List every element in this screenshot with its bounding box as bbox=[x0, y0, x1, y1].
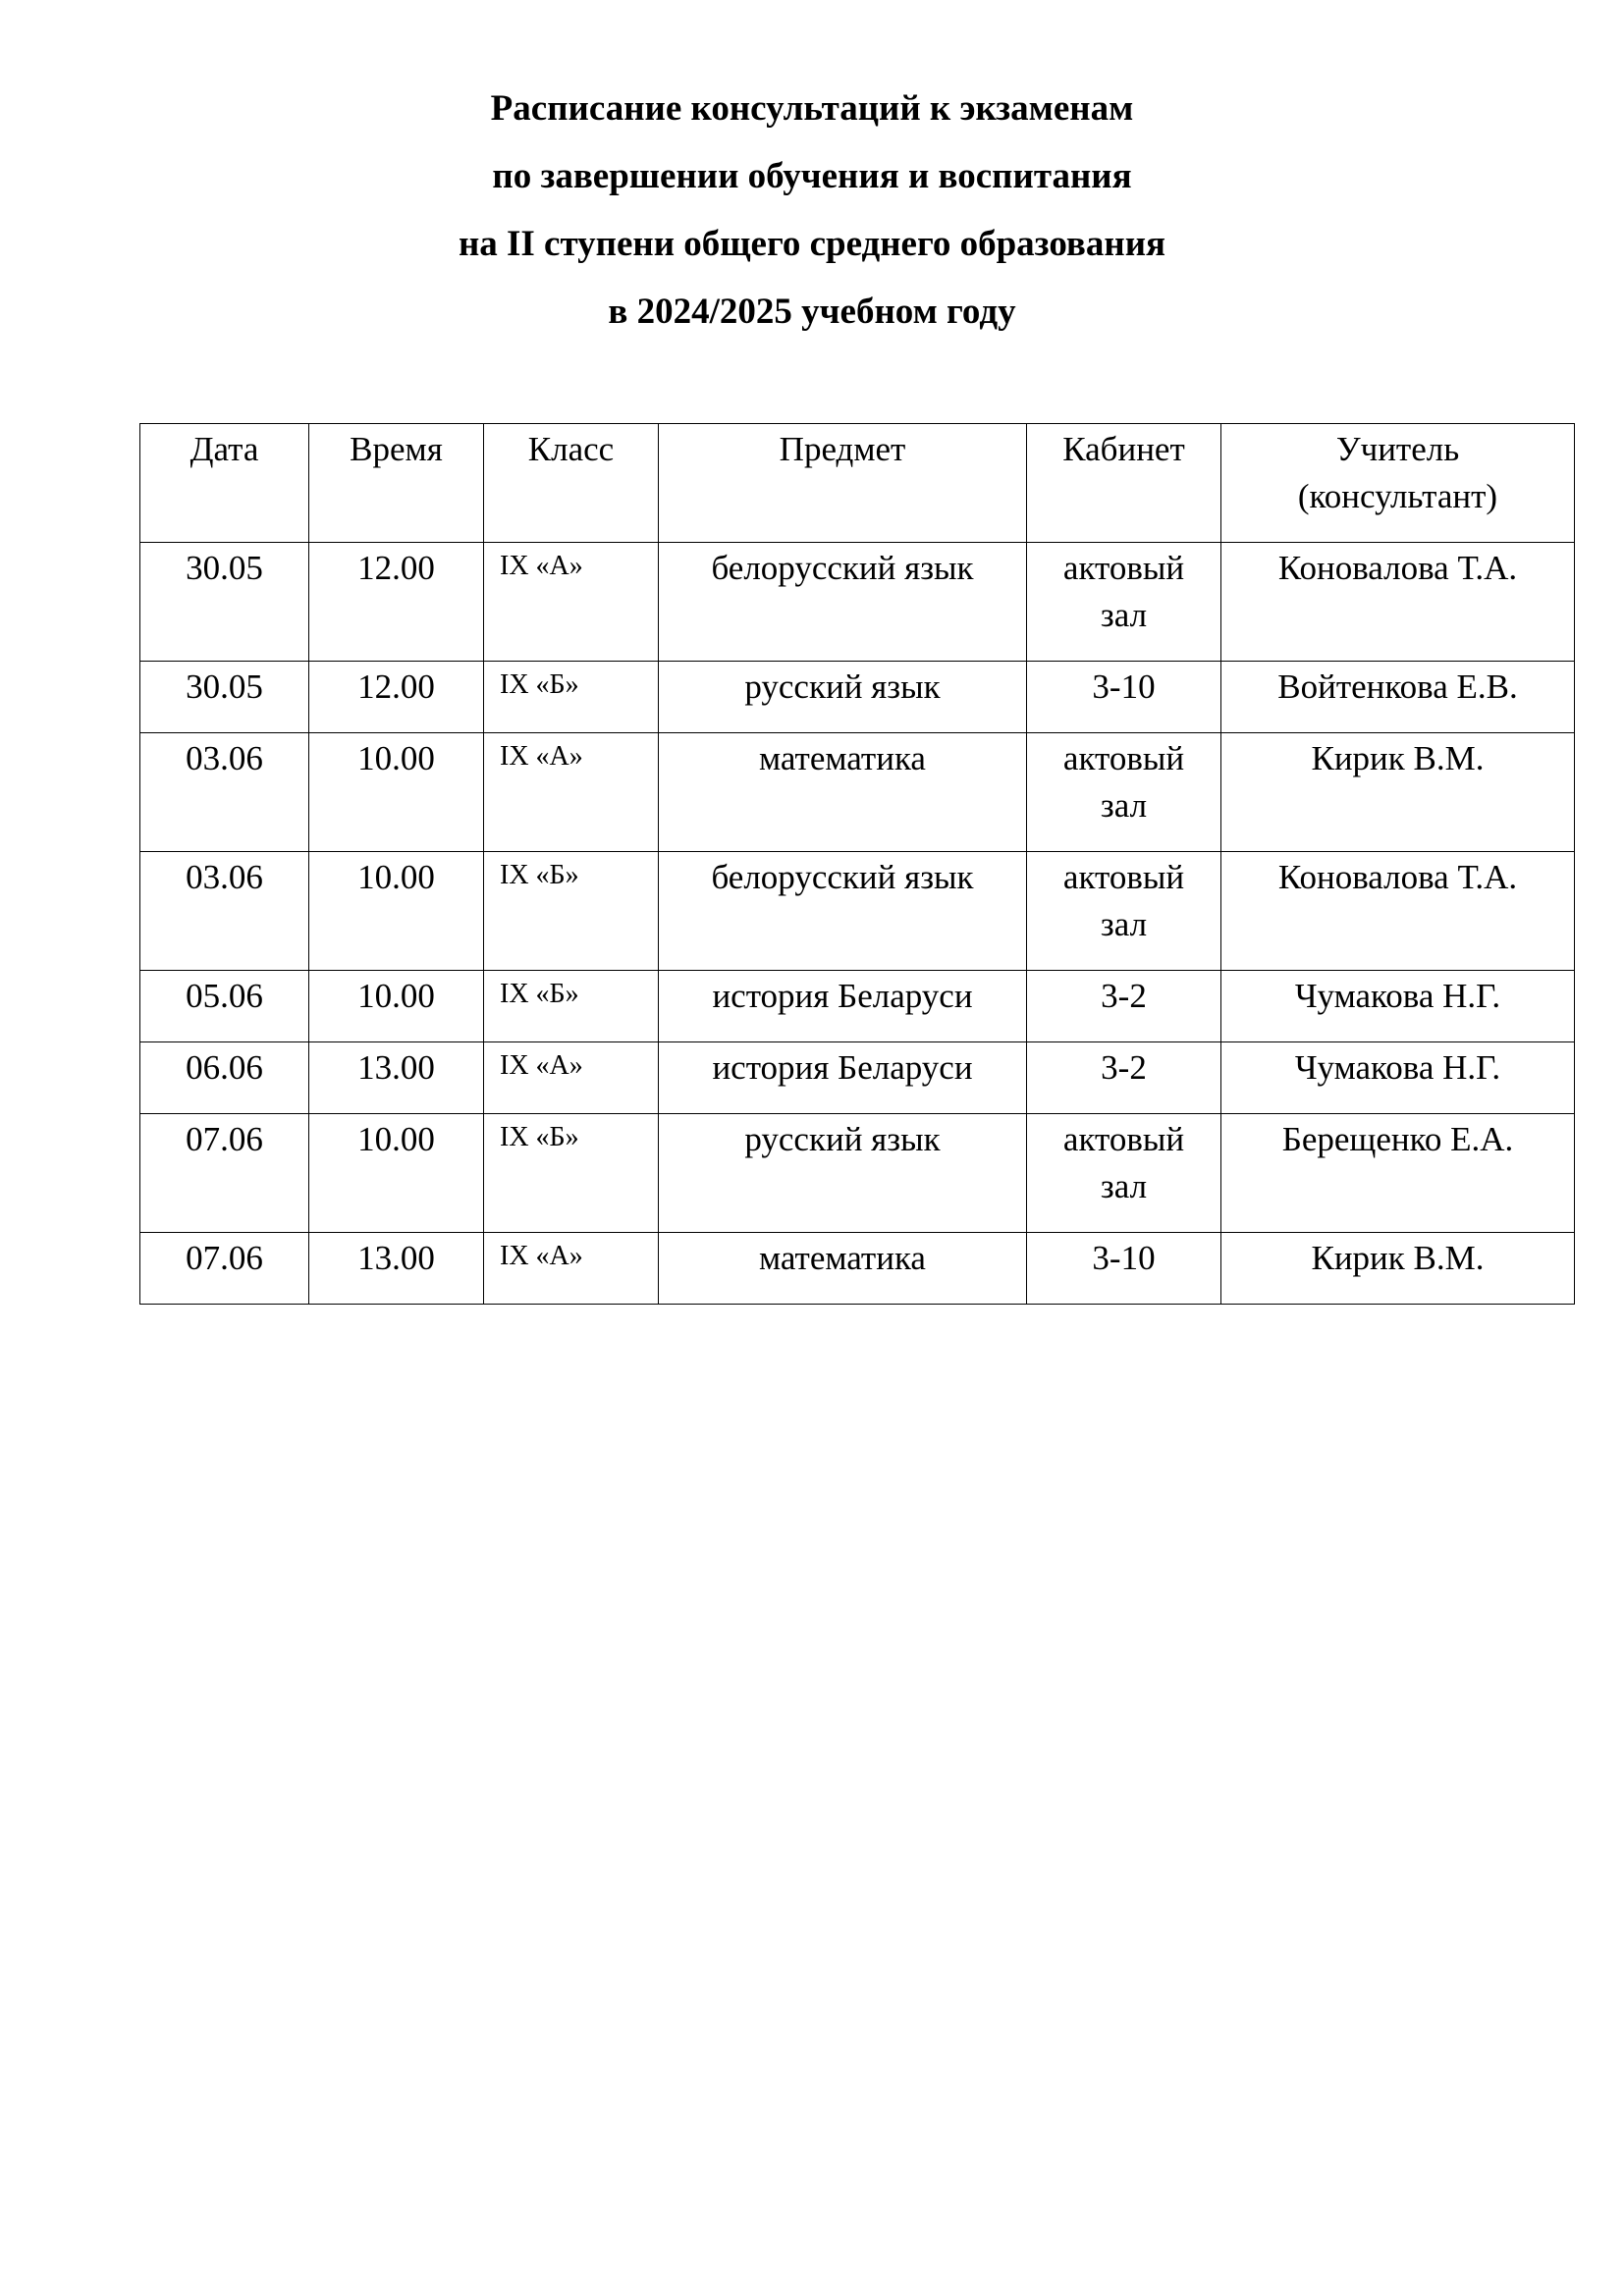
class-text: IX «Б» bbox=[500, 979, 579, 1009]
date-text: 03.06 bbox=[186, 858, 263, 896]
title-line-3: на II ступени общего среднего образования bbox=[458, 224, 1166, 264]
cell-room bbox=[1027, 1233, 1221, 1305]
consultation-schedule-table bbox=[139, 423, 1575, 1305]
cell-subject bbox=[659, 1233, 1027, 1305]
cell-time bbox=[309, 1042, 484, 1114]
subject-text: русский язык bbox=[744, 667, 941, 706]
header-room-label: Кабинет bbox=[1062, 430, 1185, 468]
class-text: IX «А» bbox=[500, 1050, 583, 1081]
class-text: IX «Б» bbox=[500, 669, 579, 700]
subject-text: история Беларуси bbox=[712, 977, 973, 1015]
teacher-text: Чумакова Н.Г. bbox=[1294, 1048, 1501, 1087]
cell-time bbox=[309, 543, 484, 662]
date-text: 07.06 bbox=[186, 1239, 263, 1277]
room-text-line2: зал bbox=[1100, 905, 1148, 943]
title-line-4: в 2024/2025 учебном году bbox=[608, 292, 1016, 332]
class-text: IX «А» bbox=[500, 741, 583, 772]
date-text: 07.06 bbox=[186, 1120, 263, 1158]
cell-class bbox=[484, 543, 659, 662]
room-text: 3-2 bbox=[1101, 1048, 1147, 1087]
class-text: IX «А» bbox=[500, 1241, 583, 1271]
header-time-label: Время bbox=[350, 430, 443, 468]
cell-class bbox=[484, 733, 659, 852]
cell-class bbox=[484, 971, 659, 1042]
header-class bbox=[484, 424, 659, 543]
cell-room bbox=[1027, 543, 1221, 662]
cell-teacher bbox=[1221, 852, 1575, 971]
time-text: 12.00 bbox=[357, 667, 435, 706]
subject-text: белорусский язык bbox=[711, 549, 974, 587]
time-text: 10.00 bbox=[357, 1120, 435, 1158]
title-line-1: Расписание консультаций к экзаменам bbox=[490, 88, 1134, 129]
cell-class bbox=[484, 852, 659, 971]
cell-date bbox=[140, 662, 309, 733]
time-text: 10.00 bbox=[357, 739, 435, 777]
date-text: 03.06 bbox=[186, 739, 263, 777]
cell-class bbox=[484, 1042, 659, 1114]
header-subject-label: Предмет bbox=[779, 430, 906, 468]
cell-teacher bbox=[1221, 1114, 1575, 1233]
class-text: IX «Б» bbox=[500, 1122, 579, 1152]
cell-class bbox=[484, 1233, 659, 1305]
teacher-text: Кирик В.М. bbox=[1311, 1239, 1485, 1277]
time-text: 10.00 bbox=[357, 977, 435, 1015]
subject-text: русский язык bbox=[744, 1120, 941, 1158]
cell-room bbox=[1027, 1042, 1221, 1114]
cell-date bbox=[140, 543, 309, 662]
subject-text: математика bbox=[759, 739, 926, 777]
class-text: IX «Б» bbox=[500, 860, 579, 890]
header-class-label: Класс bbox=[527, 430, 615, 468]
cell-subject bbox=[659, 852, 1027, 971]
cell-subject bbox=[659, 1042, 1027, 1114]
table-row bbox=[140, 662, 1575, 733]
table-row bbox=[140, 852, 1575, 971]
teacher-text: Кирик В.М. bbox=[1311, 739, 1485, 777]
table-row bbox=[140, 543, 1575, 662]
cell-time bbox=[309, 733, 484, 852]
cell-teacher bbox=[1221, 971, 1575, 1042]
teacher-text: Войтенкова Е.В. bbox=[1277, 667, 1518, 706]
cell-room bbox=[1027, 733, 1221, 852]
header-teacher-label: Учитель bbox=[1335, 430, 1460, 468]
cell-teacher bbox=[1221, 733, 1575, 852]
cell-time bbox=[309, 1233, 484, 1305]
cell-room bbox=[1027, 971, 1221, 1042]
cell-subject bbox=[659, 1114, 1027, 1233]
header-teacher-sublabel: (консультант) bbox=[1297, 477, 1498, 515]
time-text: 13.00 bbox=[357, 1239, 435, 1277]
room-text: 3-10 bbox=[1092, 1239, 1156, 1277]
teacher-text: Коновалова Т.А. bbox=[1277, 549, 1518, 587]
subject-text: белорусский язык bbox=[711, 858, 974, 896]
date-text: 30.05 bbox=[186, 549, 263, 587]
cell-date bbox=[140, 1233, 309, 1305]
time-text: 10.00 bbox=[357, 858, 435, 896]
cell-class bbox=[484, 662, 659, 733]
table-row bbox=[140, 971, 1575, 1042]
room-text: 3-10 bbox=[1092, 667, 1156, 706]
cell-date bbox=[140, 1114, 309, 1233]
room-text: актовый bbox=[1062, 549, 1185, 587]
teacher-text: Коновалова Т.А. bbox=[1277, 858, 1518, 896]
cell-time bbox=[309, 971, 484, 1042]
date-text: 05.06 bbox=[186, 977, 263, 1015]
title-line-2: по завершении обучения и воспитания bbox=[492, 156, 1132, 196]
cell-room bbox=[1027, 1114, 1221, 1233]
cell-date bbox=[140, 1042, 309, 1114]
cell-subject bbox=[659, 543, 1027, 662]
cell-subject bbox=[659, 733, 1027, 852]
room-text-line2: зал bbox=[1100, 596, 1148, 634]
cell-teacher bbox=[1221, 1042, 1575, 1114]
header-date-label: Дата bbox=[189, 430, 259, 468]
cell-date bbox=[140, 971, 309, 1042]
room-text-line2: зал bbox=[1100, 786, 1148, 825]
document-title bbox=[0, 75, 1624, 346]
table-header-row bbox=[140, 424, 1575, 543]
cell-date bbox=[140, 733, 309, 852]
header-teacher bbox=[1221, 424, 1575, 543]
cell-time bbox=[309, 662, 484, 733]
cell-class bbox=[484, 1114, 659, 1233]
cell-teacher bbox=[1221, 1233, 1575, 1305]
table-row bbox=[140, 1114, 1575, 1233]
header-room bbox=[1027, 424, 1221, 543]
room-text: актовый bbox=[1062, 739, 1185, 777]
cell-time bbox=[309, 1114, 484, 1233]
table-row bbox=[140, 1042, 1575, 1114]
subject-text: математика bbox=[759, 1239, 926, 1277]
class-text: IX «А» bbox=[500, 551, 583, 581]
cell-teacher bbox=[1221, 662, 1575, 733]
room-text-line2: зал bbox=[1100, 1167, 1148, 1205]
date-text: 30.05 bbox=[186, 667, 263, 706]
table-row bbox=[140, 733, 1575, 852]
time-text: 12.00 bbox=[357, 549, 435, 587]
cell-room bbox=[1027, 852, 1221, 971]
table-row bbox=[140, 1233, 1575, 1305]
cell-teacher bbox=[1221, 543, 1575, 662]
room-text: актовый bbox=[1062, 1120, 1185, 1158]
cell-subject bbox=[659, 971, 1027, 1042]
teacher-text: Берещенко Е.А. bbox=[1281, 1120, 1514, 1158]
time-text: 13.00 bbox=[357, 1048, 435, 1087]
room-text: актовый bbox=[1062, 858, 1185, 896]
cell-date bbox=[140, 852, 309, 971]
header-date bbox=[140, 424, 309, 543]
header-time bbox=[309, 424, 484, 543]
cell-time bbox=[309, 852, 484, 971]
teacher-text: Чумакова Н.Г. bbox=[1294, 977, 1501, 1015]
cell-room bbox=[1027, 662, 1221, 733]
date-text: 06.06 bbox=[186, 1048, 263, 1087]
header-subject bbox=[659, 424, 1027, 543]
cell-subject bbox=[659, 662, 1027, 733]
subject-text: история Беларуси bbox=[712, 1048, 973, 1087]
room-text: 3-2 bbox=[1101, 977, 1147, 1015]
